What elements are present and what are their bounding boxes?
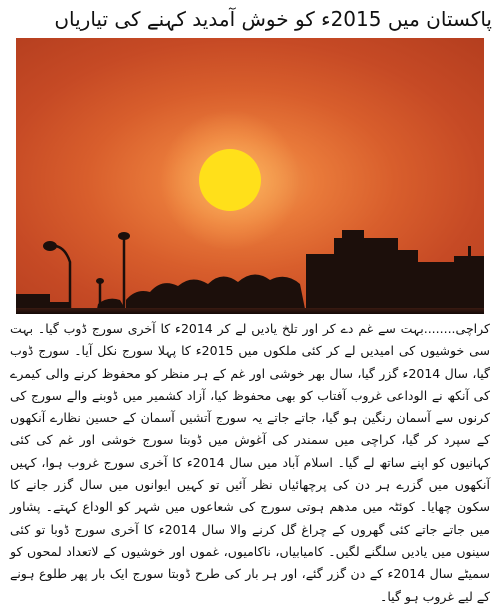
lamp-heads (43, 232, 130, 284)
article-paragraph: کراچی........بہت سے غم دے کر اور تلخ یادیں لے کر 2014ء کا آخری سورج ڈوب گیا۔ بہت سی خوشیوں کی امیدیں لے کر کئی ملکوں میں 2015ء کا پہلا سورج نکل آیا۔ سورج ڈوب گیا، سال 2014ء گزر گیا، سال بھر خوشی اور غم کے ہر منظر کو محفوظ کرنے والی کیمرے کی آنکھ نے الوداعی غروب آفتاب کو بھی محفوظ کیا، آزاد کشمیر میں ڈوبنے والے سورج کی کرنوں سے آسمان رنگین ہو گیا، جاتے جاتے یہ سورج آتشیں آسمان کے حسین نظارے آنکھوں کے سپرد کر گیا، کراچی میں سمندر کی آغوش میں ڈوبتا سورج خوشی اور غم کی کئی کہانیوں کو اپنے ساتھ لے گیا۔ اسلام آباد میں سال 2014ء کا آخری سورج غروب ہوا، کہیں آنکھوں میں گزرے ہر دن کی پرچھائیاں نظر آئیں تو کہیں ایوانوں میں سال گزر جانے کا سکون چھایا۔ کوئٹہ میں مدھم ہوتی سورج کی شعاعوں میں شہر کو الوداع کہتے۔ پشاور میں جاتے جاتے کئی گھروں کے چراغ گل کرنے والا سال 2014ء کا آخری سورج ڈوبا تو کئی سینوں میں یادیں سلگنے لگیں۔ کامیابیاں، ناکامیوں، غموں اور خوشیوں کے لاتعداد لمحوں کو سمیٹے سال 2014ء کے دن گزر گئے، اور ہر بار کی طرح ڈوبتا سورج ایک بار پھر طلوع ہونے کے لیے غروب ہو گیا۔ (10, 321, 490, 604)
headline: پاکستان میں 2015ء کو خوش آمدید کہنے کی تیاریاں (54, 7, 492, 31)
headline-bar (8, 4, 492, 34)
ground (16, 308, 484, 314)
sun (199, 149, 261, 211)
sunset-photo (16, 38, 484, 314)
sunset-scene (16, 38, 484, 314)
article-body (10, 318, 490, 604)
